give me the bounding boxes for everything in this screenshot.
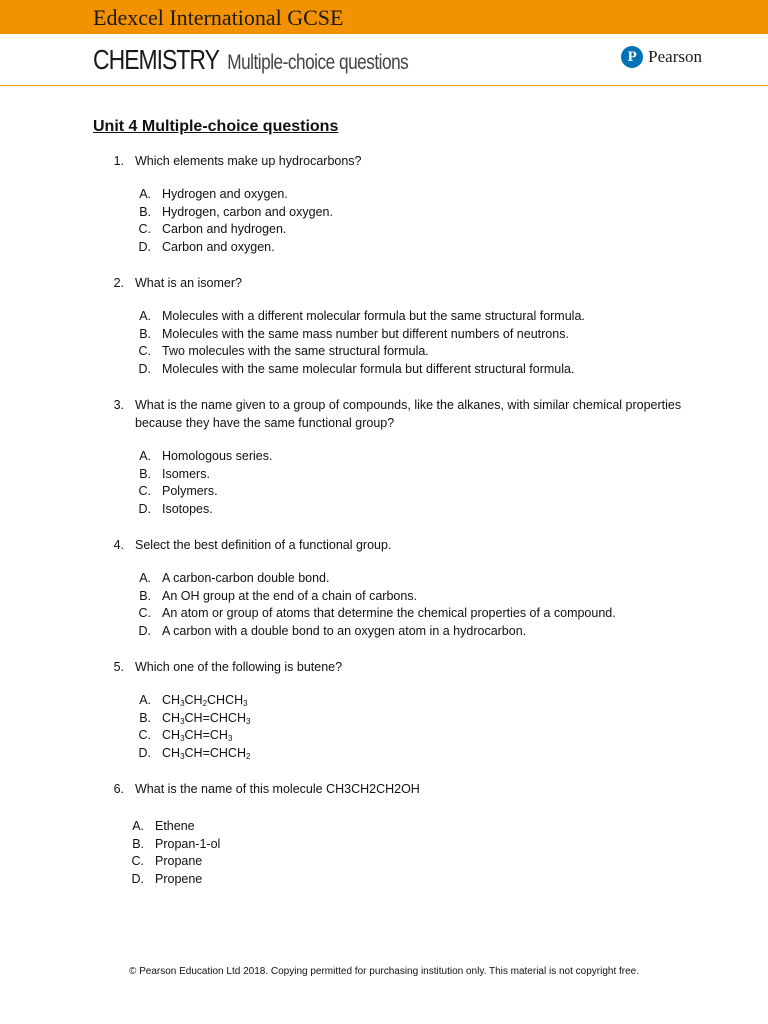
question-text: Which elements make up hydrocarbons? — [135, 154, 362, 168]
pearson-logo-icon: P — [621, 46, 643, 68]
question-number: 4. — [113, 538, 124, 552]
option-formula — [162, 692, 693, 710]
option-formula — [162, 745, 693, 763]
subject-kind: Multiple-choice questions — [227, 51, 409, 74]
formula-subscript: 2 — [245, 751, 251, 761]
option-letter: A. — [139, 571, 151, 585]
formula-part: CH — [162, 745, 181, 760]
answer-option — [93, 710, 693, 728]
option-letter: C. — [138, 484, 151, 498]
option-text: A carbon-carbon double bond. — [162, 571, 330, 585]
option-text: An OH group at the end of a chain of carbons. — [162, 588, 418, 603]
formula-part: CH=CH — [184, 728, 228, 742]
option-text: Homologous series. — [162, 449, 273, 463]
option-letter: C. — [138, 344, 151, 358]
question-stem — [93, 396, 693, 432]
option-formula — [162, 710, 693, 728]
formula-part: CH=CHCH — [184, 745, 246, 760]
question-text: Select the best definition of a functional group. — [135, 538, 392, 552]
option-letter: B. — [132, 836, 144, 851]
option-letter: D. — [138, 361, 151, 376]
option-text: Hydrogen and oxygen. — [162, 187, 288, 201]
option-letter: C. — [138, 222, 151, 236]
formula-part: CH — [162, 728, 181, 742]
option-text: Hydrogen, carbon and oxygen. — [162, 204, 333, 219]
answer-option — [93, 221, 693, 239]
option-letter: D. — [138, 501, 151, 516]
answer-option — [93, 448, 693, 466]
question-stem — [93, 658, 693, 676]
option-letter: C. — [138, 728, 151, 742]
question-number: 3. — [113, 398, 124, 412]
question-number: 1. — [113, 154, 124, 168]
unit-title: Unit 4 Multiple-choice questions — [93, 118, 339, 135]
answer-options — [93, 186, 693, 256]
option-text: Propene — [155, 871, 203, 886]
option-letter: B. — [139, 204, 151, 219]
option-text: Molecules with the same molecular formula but different structural formula. — [162, 361, 575, 376]
header-band — [0, 0, 768, 34]
answer-options — [93, 570, 693, 640]
answer-option — [93, 588, 693, 606]
answer-option — [93, 308, 693, 326]
question-number: 6. — [113, 782, 124, 796]
copyright-footer: © Pearson Education Ltd 2018. Copying permitted for purchasing institution only. This material is not copyright free. — [128, 966, 640, 977]
option-letter: D. — [138, 623, 151, 638]
option-letter: C. — [131, 854, 144, 868]
answer-option — [93, 239, 693, 257]
option-letter: A. — [132, 819, 144, 833]
answer-option — [93, 692, 693, 710]
formula-part: CH — [162, 693, 181, 707]
answer-option — [93, 605, 693, 623]
option-letter: C. — [138, 606, 151, 620]
answer-options — [93, 818, 693, 888]
option-text: Isomers. — [162, 466, 210, 481]
formula-subscript: 3 — [180, 716, 185, 726]
question-stem — [93, 152, 693, 170]
option-formula — [162, 727, 693, 745]
question-stem — [93, 274, 693, 292]
question-4 — [93, 536, 693, 640]
option-text: Carbon and hydrogen. — [162, 222, 287, 236]
option-letter: D. — [131, 871, 144, 886]
option-text: Propane — [155, 854, 203, 868]
option-text: Carbon and oxygen. — [162, 239, 275, 254]
question-6 — [93, 780, 693, 888]
option-letter: D. — [138, 239, 151, 254]
formula-part: CH — [184, 693, 203, 707]
option-text: Molecules with the same mass number but different numbers of neutrons. — [162, 326, 569, 341]
option-letter: D. — [138, 745, 151, 760]
option-text: Propan-1-ol — [155, 836, 221, 851]
pearson-brand-name: Pearson — [648, 47, 702, 66]
answer-option — [93, 570, 693, 588]
page-content — [93, 118, 693, 906]
option-text: A carbon with a double bond to an oxygen atom in a hydrocarbon. — [162, 623, 527, 638]
question-2 — [93, 274, 693, 378]
answer-option — [93, 204, 693, 222]
option-text: Molecules with a different molecular formula but the same structural formula. — [162, 309, 585, 323]
option-letter: A. — [139, 309, 151, 323]
answer-option — [93, 623, 693, 641]
option-text: Ethene — [155, 819, 195, 833]
answer-option — [93, 361, 693, 379]
answer-option — [93, 727, 693, 745]
option-letter: B. — [139, 466, 151, 481]
option-letter: B. — [139, 588, 151, 603]
answer-option — [93, 186, 693, 204]
pearson-logo — [621, 46, 702, 68]
answer-option — [93, 501, 693, 519]
answer-option — [93, 326, 693, 344]
subject-name: CHEMISTRY — [93, 44, 219, 75]
question-text: What is the name of this molecule CH3CH2CH2OH — [135, 782, 420, 796]
formula-subscript: 3 — [227, 734, 233, 743]
answer-option — [93, 466, 693, 484]
subject-title — [93, 44, 408, 76]
header-divider — [0, 85, 768, 86]
option-text: An atom or group of atoms that determine the chemical properties of a compound. — [162, 606, 616, 620]
option-letter: A. — [139, 187, 151, 201]
answer-option — [93, 745, 693, 763]
answer-options — [93, 448, 693, 518]
answer-option — [93, 483, 693, 501]
answer-option — [93, 343, 693, 361]
formula-subscript: 2 — [202, 699, 208, 708]
option-text: Two molecules with the same structural formula. — [162, 344, 429, 358]
question-3 — [93, 396, 693, 518]
option-letter: B. — [139, 710, 151, 725]
formula-part: CH=CHCH — [184, 710, 246, 725]
formula-subscript: 3 — [180, 734, 185, 743]
formula-part: CHCH — [207, 693, 244, 707]
question-1 — [93, 152, 693, 256]
formula-subscript: 3 — [180, 751, 185, 761]
answer-options — [93, 308, 693, 378]
question-text: What is an isomer? — [135, 276, 242, 290]
question-5 — [93, 658, 693, 762]
question-stem — [93, 780, 693, 798]
answer-option — [93, 836, 693, 854]
question-text: Which one of the following is butene? — [135, 660, 343, 674]
answer-options — [93, 692, 693, 762]
formula-part: CH — [162, 710, 181, 725]
question-number: 5. — [113, 660, 124, 674]
option-letter: A. — [139, 449, 151, 463]
question-number: 2. — [113, 276, 124, 290]
formula-subscript: 3 — [243, 699, 248, 708]
answer-option — [93, 871, 693, 889]
answer-option — [93, 818, 693, 836]
band-title: Edexcel International GCSE — [93, 5, 344, 30]
answer-option — [93, 853, 693, 871]
option-letter: B. — [139, 326, 151, 341]
formula-subscript: 3 — [245, 716, 251, 726]
question-text: What is the name given to a group of compounds, like the alkanes, with similar chemical properties because they have the same functional group? — [135, 398, 682, 430]
option-text: Isotopes. — [162, 501, 213, 516]
formula-subscript: 3 — [180, 699, 185, 708]
question-stem — [93, 536, 693, 554]
option-text: Polymers. — [162, 484, 218, 498]
option-letter: A. — [139, 693, 151, 707]
